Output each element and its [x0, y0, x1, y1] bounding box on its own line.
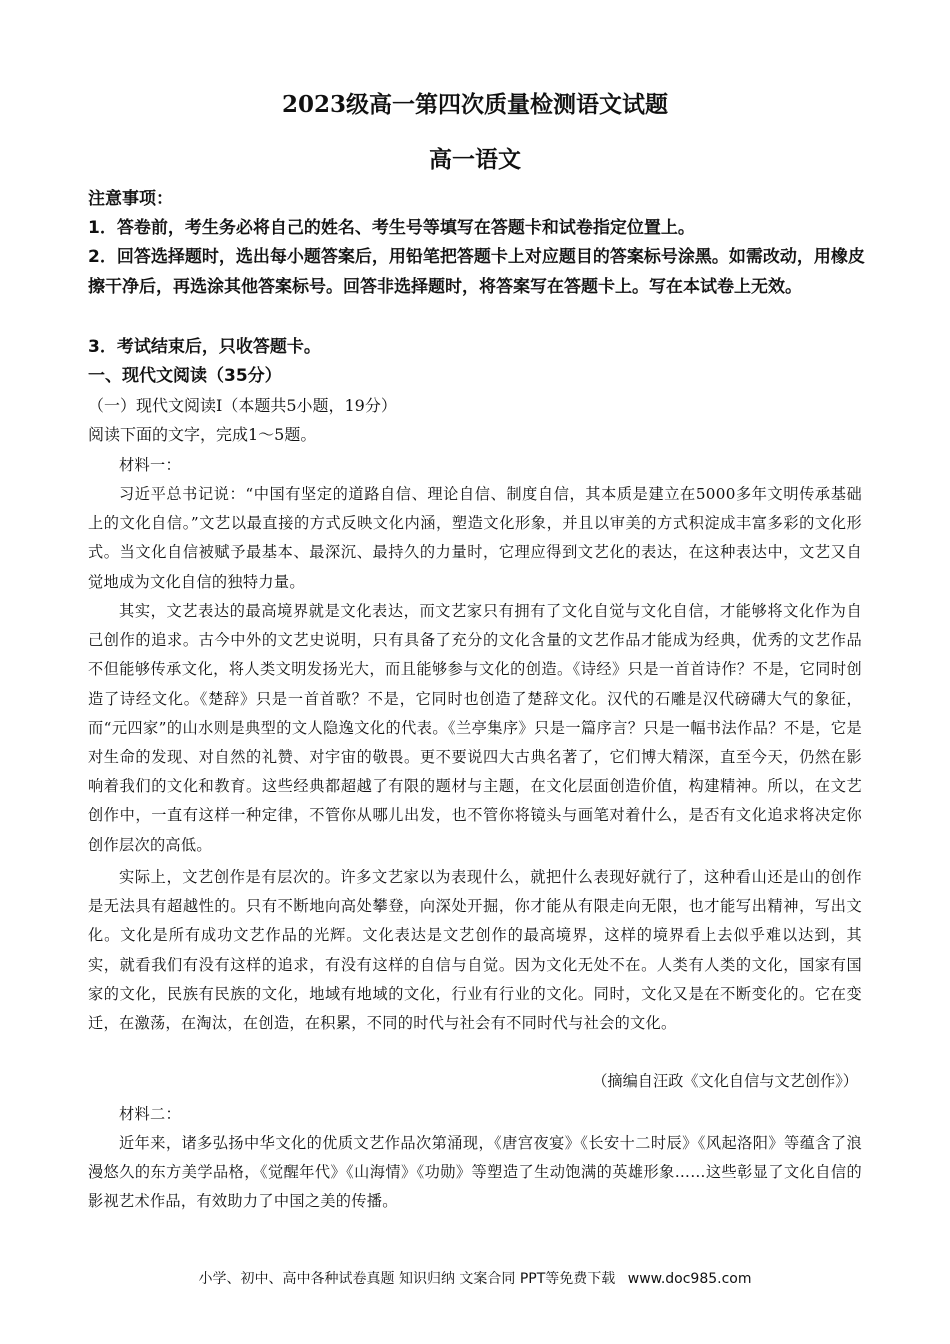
notice-item-3: 3．考试结束后，只收答题卡。: [88, 337, 321, 357]
page-footer: [0, 1268, 950, 1288]
section-heading: 一、现代文阅读（35分）: [88, 366, 282, 386]
notice-item-1: 1．答卷前，考生务必将自己的姓名、考生号等填写在答题卡和试卷指定位置上。: [88, 218, 695, 238]
material-1-source: （摘编自汪政《文化自信与文艺创作》）: [592, 1072, 858, 1090]
material-2-paragraph-1: 近年来，诸多弘扬中华文化的优质文艺作品次第涌现，《唐宫夜宴》《长安十二时辰》《风起洛阳》等蕴含了浪漫悠久的东方美学品格，《觉醒年代》《山海情》《功勋》等塑造了生动饱满的英雄形象……这些彰显了文化自信的影视艺术作品，有效助力了中国之美的传播。: [88, 1134, 862, 1211]
exam-title: 2023级高一第四次质量检测语文试题: [281, 91, 668, 118]
material-1-paragraph-1: 习近平总书记说：“中国有坚定的道路自信、理论自信、制度自信，其本质是建立在5000多年文明传承基础上的文化自信。”文艺以最直接的方式反映文化内涵，塑造文化形象，并且以审美的方式积淀成丰富多彩的文化形式。当文化自信被赋予最基本、最深沉、最持久的力量时，它理应得到文艺化的表达，在这种表达中，文艺又自觉地成为文化自信的独特力量。: [88, 485, 862, 591]
material-1-label: 材料一：: [119, 456, 181, 474]
footer-site-link[interactable]: www.doc985.com: [627, 1271, 752, 1287]
notice-heading: 注意事项：: [88, 189, 173, 209]
reading-instruction: 阅读下面的文字，完成1～5题。: [88, 425, 317, 444]
material-2-label: 材料二：: [119, 1105, 181, 1123]
material-1-paragraph-2: 其实，文艺表达的最高境界就是文化表达，而文艺家只有拥有了文化自觉与文化自信，才能够将文化作为自己创作的追求。古今中外的文艺史说明，只有具备了充分的文化含量的文艺作品才能成为经典，优秀的文艺作品不但能够传承文化，将人类文明发扬光大，而且能够参与文化的创造。《诗经》只是一首首诗作？不是，它同时创造了诗经文化。《楚辞》只是一首首歌？不是，它同时也创造了楚辞文化。汉代的石雕是汉代磅礴大气的象征，而“元四家”的山水则是典型的文人隐逸文化的代表。《兰亭集序》只是一篇序言？只是一幅书法作品？不是，它是对生命的发现、对自然的礼赞、对宇宙的敬畏。更不要说四大古典名著了，它们博大精深，直至今天，仍然在影响着我们的文化和教育。这些经典都超越了有限的题材与主题，在文化层面创造价值，构建精神。所以，在文艺创作中，一直有这样一种定律，不管你从哪儿出发，也不管你将镜头与画笔对着什么，是否有文化追求将决定你创作层次的高低。: [88, 602, 862, 854]
exam-subtitle: 高一语文: [429, 146, 521, 173]
footer-text: 小学、初中、高中各种试卷真题 知识归纳 文案合同 PPT等免费下载: [198, 1271, 616, 1287]
notice-item-2: 2．回答选择题时，选出每小题答案后，用铅笔把答题卡上对应题目的答案标号涂黑。如需改动，用橡皮擦干净后，再选涂其他答案标号。回答非选择题时，将答案写在答题卡上。写在本试卷上无效。: [88, 247, 865, 297]
subsection-heading: （一）现代文阅读Ⅰ（本题共5小题，19分）: [88, 396, 397, 415]
material-1-paragraph-3: 实际上，文艺创作是有层次的。许多文艺家以为表现什么，就把什么表现好就行了，这种看山还是山的创作是无法具有超越性的。只有不断地向高处攀登，向深处开掘，你才能从有限走向无限，也才能写出精神，写出文化。文化是所有成功文艺作品的光辉。文化表达是文艺创作的最高境界，这样的境界看上去似乎难以达到，其实，就看我们有没有这样的追求，有没有这样的自信与自觉。因为文化无处不在。人类有人类的文化，国家有国家的文化，民族有民族的文化，地域有地域的文化，行业有行业的文化。同时，文化又是在不断变化的。它在变迁，在激荡，在淘汰，在创造，在积累，不同的时代与社会有不同时代与社会的文化。: [88, 868, 862, 1033]
